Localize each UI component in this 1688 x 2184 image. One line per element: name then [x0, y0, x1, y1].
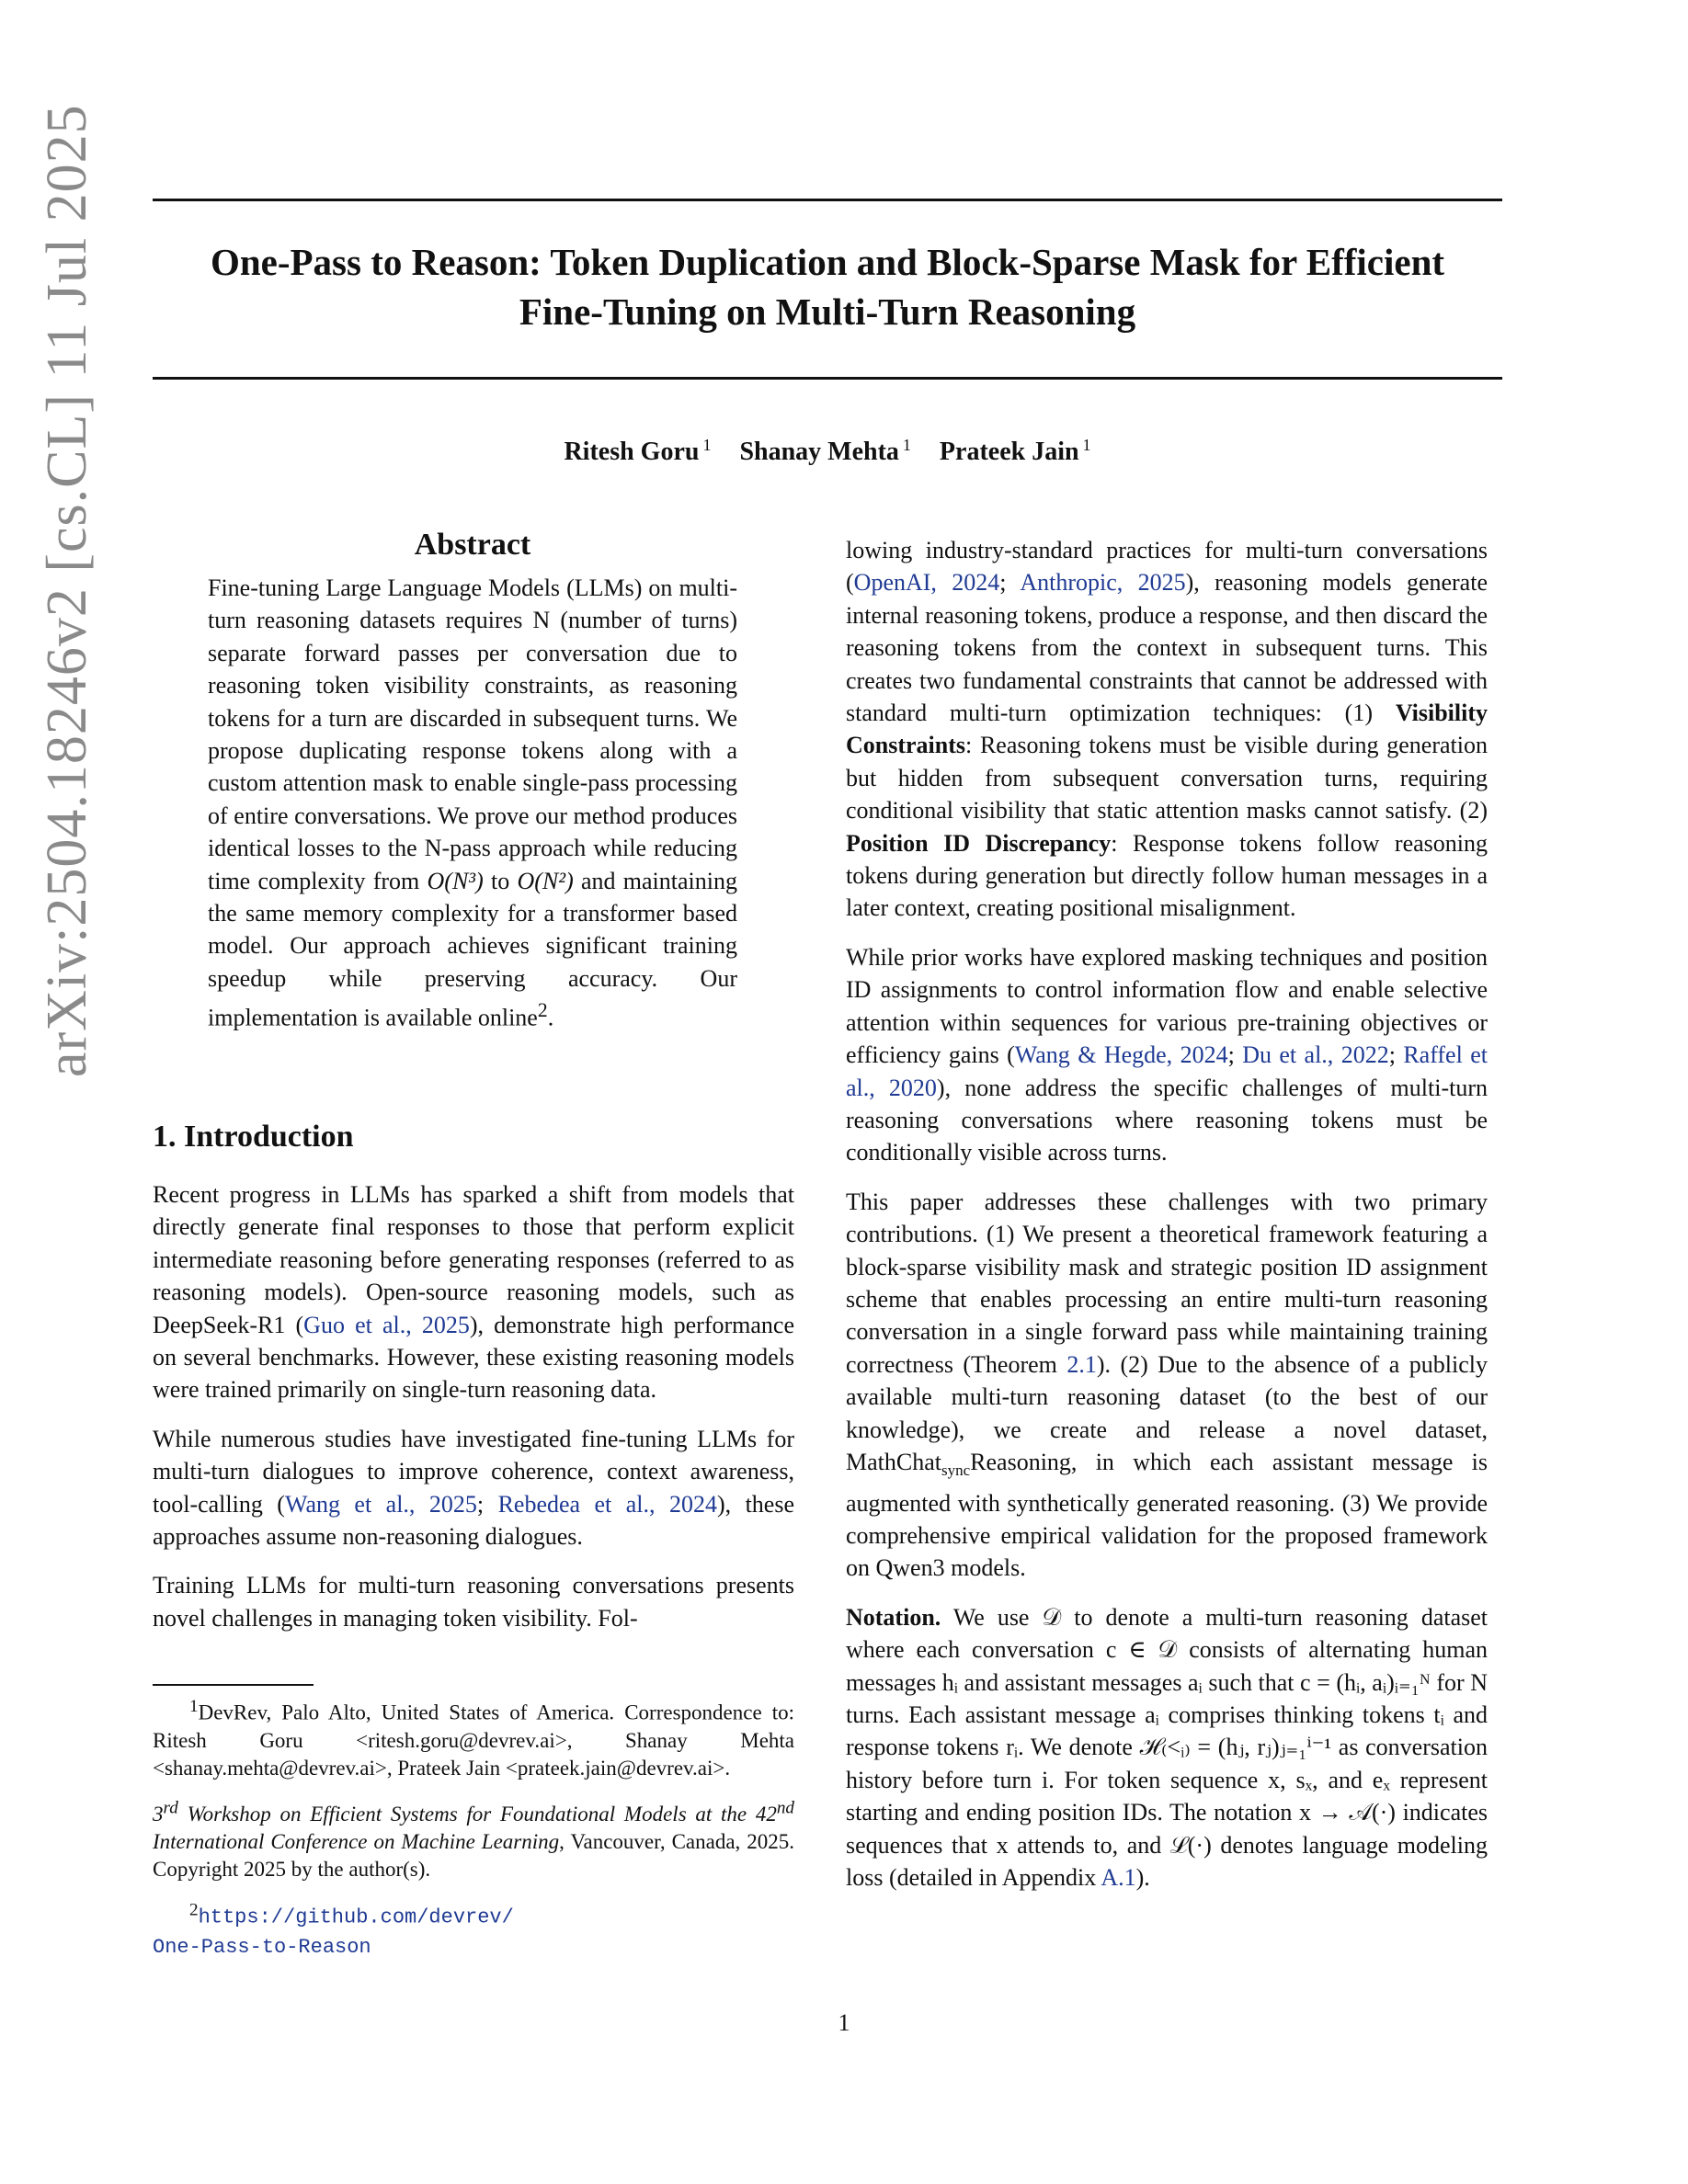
paragraph: This paper addresses these challenges with two primary contributions. (1) We present a theoretical framework featuring a block-sparse visibility mask and strategic position ID assignment scheme that enables processing an entire multi-turn reasoning conversation in a single forward pass while maintaining training correctness (Theorem 2.1). (2) Due to the absence of a publicly available multi-turn reasoning dataset (to the best of our knowledge), we create and release a novel dataset, MathChat$_{sync}$Reasoning, in which each assistant message is augmented with synthetically generated reasoning. (3) We provide comprehensive empirical validation for the proposed framework on Qwen3 models. — [846, 1188, 1488, 1582]
citation-link[interactable]: Guo et al., 2025 — [303, 1311, 470, 1338]
title-rule-bottom — [153, 377, 1502, 380]
right-column — [846, 534, 1488, 1910]
repo-link[interactable]: One-Pass-to-Reason — [153, 1935, 371, 1959]
paragraph: lowing industry-standard practices for multi-turn conversations (OpenAI, 2024; Anthropic, 2025), reasoning models generate internal reasoning tokens, produce a response, and then discard the reasoning tokens from the context in subsequent turns. This creates two fundamental constraints that cannot be addressed with standard multi-turn optimization techniques: (1) Visibility Constraints: Reasoning tokens must be visible during generation but hidden from subsequent conversation turns, requiring conditional visibility that static attention masks cannot satisfy. (2) Position ID Discrepancy: Response tokens follow reasoning tokens during generation but directly follow human messages in a later context, creating positional misalignment. — [846, 537, 1488, 922]
paper-title — [153, 237, 1502, 336]
arxiv-watermark: arXiv:2504.18246v2 [cs.CL] 11 Jul 2025 — [36, 104, 98, 1077]
paragraph: While prior works have explored masking techniques and position ID assignments to control information flow and enable selective attention within sequences for various pre-training objectives or efficiency gains (Wang & Hegde, 2024; Du et al., 2022; Raffel et al., 2020), none address the specific challenges of multi-turn reasoning conversations where reasoning tokens must be conditionally visible across turns. — [846, 943, 1488, 1166]
repo-link[interactable]: https://github.com/devrev/ — [198, 1905, 514, 1929]
appendix-link[interactable]: A.1 — [1101, 1864, 1136, 1892]
citation-link[interactable]: Du et al., 2022 — [1242, 1041, 1389, 1069]
footnote-rule — [153, 1684, 314, 1686]
paragraph: While numerous studies have investigated fine-tuning LLMs for multi-turn dialogues to improve coherence, context awareness, tool-calling (Wang et al., 2025; Rebedea et al., 2024), these approaches assume non-reasoning dialogues. — [153, 1425, 795, 1551]
paragraph: Training LLMs for multi-turn reasoning conversations presents novel challenges in managing token visibility. Fol- — [153, 1572, 794, 1632]
citation-link[interactable]: Wang et al., 2025 — [284, 1490, 477, 1518]
venue-note: 3rd Workshop on Efficient Systems for Foundational Models at the 42nd International Conference on Machine Learning, Vancouver, Canada, 2025. Copyright 2025 by the author(s). — [153, 1798, 794, 1882]
abstract-body: Fine-tuning Large Language Models (LLMs) on multi-turn reasoning datasets requires N (number of turns) separate forward passes per conversation due to reasoning token visibility constraints, as reasoning tokens for a turn are discarded in subsequent turns. We propose duplicating response tokens along with a custom attention mask to enable single-pass processing of entire conversations. We prove our method produces identical losses to the N-pass approach while reducing time complexity from O(N³) to O(N²) and maintaining the same memory complexity for a transformer based model. Our approach achieves significant training speedup while preserving accuracy. Our implementation is available online$^2$. — [208, 574, 737, 1031]
footnote-url: $^2$https://github.com/devrev/ One-Pass-to-Reason — [153, 1900, 514, 1959]
author: Prateek Jain $^1$ — [939, 436, 1091, 467]
abstract-heading: Abstract — [414, 528, 531, 562]
paper-title-line-1: One-Pass to Reason: Token Duplication and Block-Sparse Mask for Efficient — [210, 241, 1445, 283]
citation-link[interactable]: Raffel et al., 2020 — [846, 1041, 1488, 1101]
author-list — [153, 436, 1502, 467]
footnote-marker[interactable]: 2 — [537, 999, 548, 1022]
paper-title-line-2: Fine-Tuning on Multi-Turn Reasoning — [519, 290, 1136, 333]
paragraph-notation: Notation. We use 𝒟 to denote a multi-turn reasoning dataset where each conversation c ∈ 𝒟 consists of alternating human messages hᵢ and assistant messages aᵢ such that c = (hᵢ, aᵢ)ᵢ₌₁ᴺ for N turns. Each assistant message aᵢ comprises thinking tokens tᵢ and response tokens rᵢ. We denote ℋ₍<ᵢ₎ = (hⱼ, rⱼ)ⱼ₌₁ⁱ⁻¹ as conversation history before turn i. For token sequence x, sₓ, and eₓ represent starting and ending position IDs. The notation x → 𝒜(·) indicates sequences that x attends to, and ℒ(·) denotes language modeling loss (detailed in Appendix A.1). — [846, 1603, 1488, 1892]
citation-link[interactable]: Anthropic, 2025 — [1020, 569, 1186, 597]
author: Shanay Mehta $^1$ — [739, 436, 911, 467]
paragraph: Recent progress in LLMs has sparked a shift from models that directly generate final responses to those that perform explicit intermediate reasoning before generating responses (referred to as reasoning models). Open-source reasoning models, such as DeepSeek-R1 (Guo et al., 2025), demonstrate high performance on several benchmarks. However, these existing reasoning models were trained primarily on single-turn reasoning data. — [153, 1181, 794, 1404]
section-heading-introduction: 1. Introduction — [153, 1120, 354, 1154]
title-rule-top — [153, 199, 1502, 201]
introduction-left-column — [153, 1178, 794, 1651]
citation-link[interactable]: Rebedea et al., 2024 — [497, 1490, 717, 1518]
page-number: 1 — [838, 2009, 850, 2036]
footnotes — [153, 1693, 794, 1962]
theorem-link[interactable]: 2.1 — [1066, 1350, 1097, 1378]
citation-link[interactable]: Wang & Hegde, 2024 — [1014, 1041, 1228, 1069]
citation-link[interactable]: OpenAI, 2024 — [853, 569, 1000, 597]
footnote-affiliation: $^1$DevRev, Palo Alto, United States of America. Correspondence to: Ritesh Goru <ritesh.goru@devrev.ai>, Shanay Mehta <shanay.mehta@devrev.ai>, Prateek Jain <prateek.jain@devrev.ai>. — [153, 1697, 794, 1780]
author: Ritesh Goru $^1$ — [564, 436, 712, 467]
